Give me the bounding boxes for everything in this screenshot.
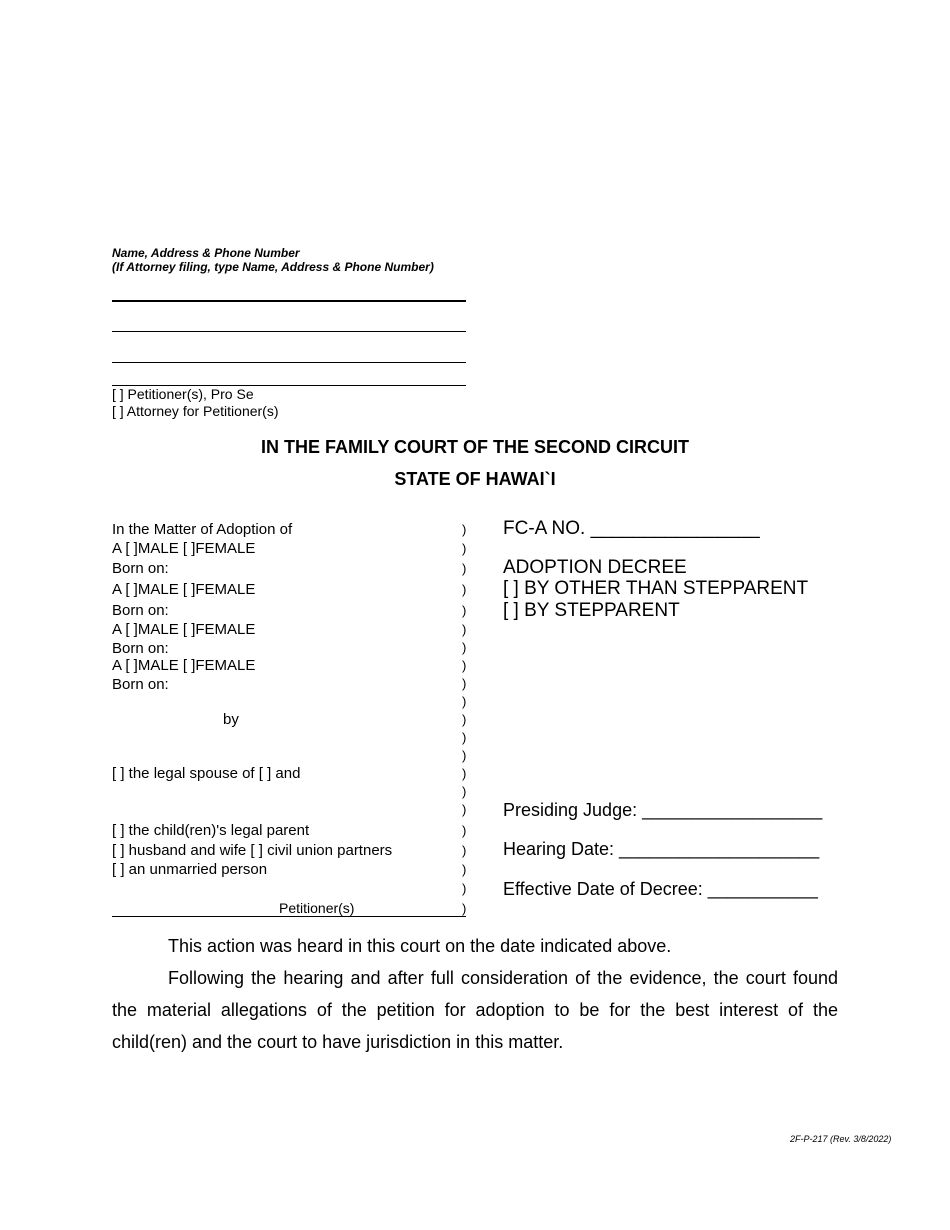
filer-line-3[interactable] [112, 362, 466, 363]
legal-parent-checkbox[interactable]: [ ] the child(ren)'s legal parent [112, 822, 310, 839]
court-state: STATE OF HAWAI`I [394, 469, 556, 489]
paren: ) [462, 622, 467, 637]
paren: ) [462, 843, 467, 858]
paren: ) [462, 522, 467, 537]
legal-spouse-checkbox[interactable]: [ ] the legal spouse of [ ] and [112, 765, 301, 782]
paren: ) [462, 712, 467, 727]
child-3-born: Born on: [112, 640, 169, 657]
decree-title: ADOPTION DECREE [503, 557, 687, 578]
matter-label: In the Matter of Adoption of [112, 521, 293, 538]
child-2-gender[interactable]: A [ ]MALE [ ]FEMALE [112, 581, 256, 598]
petitioners-label: Petitioner(s) [279, 900, 355, 916]
fca-number-field[interactable]: FC-A NO. ________________ [503, 518, 760, 539]
paren: ) [462, 658, 467, 673]
paren: ) [462, 730, 467, 745]
paren: ) [462, 766, 467, 781]
paren: ) [462, 676, 467, 691]
paren: ) [462, 561, 467, 576]
filer-line-2[interactable] [112, 331, 466, 332]
husband-wife-checkbox[interactable]: [ ] husband and wife [ ] civil union partners [112, 842, 393, 859]
paren: ) [462, 694, 467, 709]
paren: ) [462, 640, 467, 655]
child-4-gender[interactable]: A [ ]MALE [ ]FEMALE [112, 657, 256, 674]
unmarried-checkbox[interactable]: [ ] an unmarried person [112, 861, 268, 878]
child-3-gender[interactable]: A [ ]MALE [ ]FEMALE [112, 621, 256, 638]
paren: ) [462, 784, 467, 799]
by-label: by [223, 711, 239, 728]
paren: ) [462, 541, 467, 556]
body-paragraph-1: This action was heard in this court on the date indicated above. [168, 936, 672, 956]
child-4-born: Born on: [112, 676, 169, 693]
stepparent-checkbox[interactable]: [ ] BY STEPPARENT [503, 600, 680, 621]
filer-label-line2: (If Attorney filing, type Name, Address & Phone Number) [112, 260, 434, 274]
paren: ) [462, 862, 467, 877]
pro-se-checkbox[interactable]: [ ] Petitioner(s), Pro Se [112, 386, 254, 402]
court-title: IN THE FAMILY COURT OF THE SECOND CIRCUIT [260, 437, 690, 457]
paren: ) [462, 901, 467, 916]
paren: ) [462, 603, 467, 618]
paren: ) [462, 881, 467, 896]
paren: ) [462, 823, 467, 838]
child-1-born: Born on: [112, 560, 169, 577]
filer-label-line1: Name, Address & Phone Number [112, 246, 300, 260]
effective-date-field[interactable]: Effective Date of Decree: ___________ [503, 879, 818, 899]
paren: ) [462, 582, 467, 597]
paren: ) [462, 802, 467, 817]
filer-line-1[interactable] [112, 300, 466, 302]
paren: ) [462, 748, 467, 763]
child-2-born: Born on: [112, 602, 169, 619]
attorney-checkbox[interactable]: [ ] Attorney for Petitioner(s) [112, 403, 279, 419]
hearing-date-field[interactable]: Hearing Date: ____________________ [503, 839, 820, 859]
presiding-judge-field[interactable]: Presiding Judge: __________________ [503, 800, 823, 820]
body-paragraph-2: Following the hearing and after full consideration of the evidence, the court found the material allegations of the petition for adoption to be for the best interest of the child(ren) and the court to have jurisdiction in this matter. [112, 968, 838, 1052]
other-than-stepparent-checkbox[interactable]: [ ] BY OTHER THAN STEPPARENT [503, 578, 809, 599]
petitioners-line [112, 916, 466, 917]
form-id: 2F-P-217 (Rev. 3/8/2022) [790, 1134, 892, 1144]
child-1-gender[interactable]: A [ ]MALE [ ]FEMALE [112, 540, 256, 557]
